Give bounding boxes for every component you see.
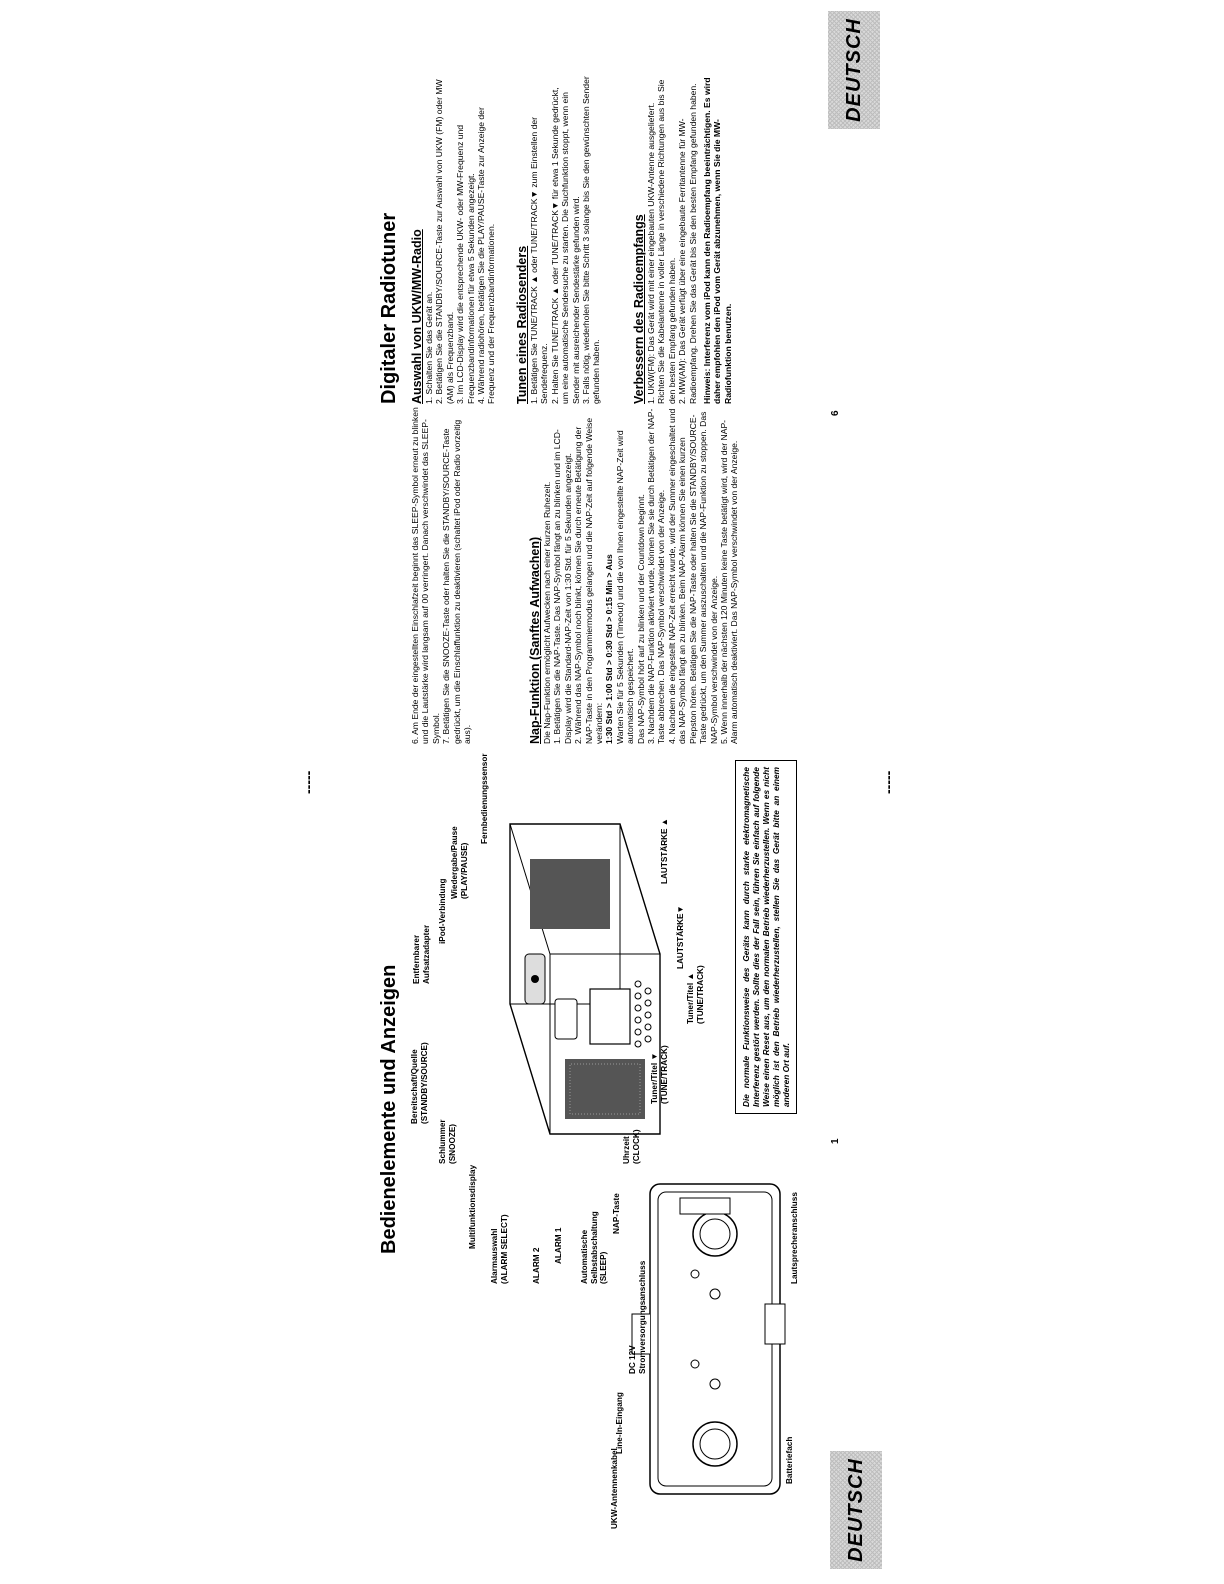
label-tune-up: Tuner/Titel ▲ (TUNE/TRACK) <box>686 965 705 1024</box>
sleep-section <box>410 404 472 744</box>
nap-item: 4. Nachdem die eingestellt NAP-Zeit erreicht wurde, wird der Summer eingeschaltet und das NAP-Symbol fängt an zu blinken. Beim NAP-Alarm können Sie einen kurzen Piepston hören. Betätigen Sie die NAP-Taste oder halten Sie die STANDBY/SOURCE-Taste gedrückt, um den Summer auszuschalten und die NAP-Funktion zu stoppen. Das NAP-Symbol verschwindet von der Anzeige. <box>666 408 719 744</box>
section-tab-label: DEUTSCH <box>844 1458 867 1562</box>
label-vol-down: LAUTSTÄRKE▼ <box>676 905 685 969</box>
tune-section <box>515 74 602 404</box>
section-tab-left <box>830 1451 882 1569</box>
tune-item: 2. Halten Sie TUNE/TRACK ▲ oder TUNE/TRACK▼ für etwa 1 Sekunde gedrückt, um eine automatische Sendersuche zu starten. Die Suchfunktion stoppt, wenn ein Sender mit ausreichender Sendestärke gefunden wird. <box>549 87 581 404</box>
label-tune-down: Tuner/Titel ▼ (TUNE/TRACK) <box>650 1045 669 1104</box>
ukw-item: 3. Im LCD-Display wird die entsprechende UKW- oder MW-Frequenz und Frequenzbandinformationen für etwa 5 Sekunden angezeigt. <box>455 124 476 404</box>
label-speaker: Lautsprecheranschluss <box>790 1192 799 1284</box>
ukw-heading: Auswahl von UKW/MW-Radio <box>410 229 424 404</box>
nap-item: 1:30 Std > 1:00 Std > 0:30 Std > 0:15 Min > Aus <box>604 554 615 744</box>
nap-item: Das NAP-Symbol hört auf zu blinken und der Countdown beginnt. <box>635 494 646 744</box>
separator-left: ----- <box>300 770 316 794</box>
tune-item: 1. Betätigen Sie TUNE/TRACK ▲ oder TUNE/TRACK▼ zum Einstellen der Sendefrequenz. <box>529 116 550 404</box>
speaker-grille-right <box>530 859 610 929</box>
label-sleep: Automatische Selbstabschaltung (SLEEP) <box>580 1211 608 1284</box>
improve-heading: Verbessern des Radioempfangs <box>632 214 646 404</box>
label-dc: DC 12V Stromversorgungsanschluss <box>628 1260 647 1374</box>
page-title-right: Digitaler Radiotuner <box>378 212 400 404</box>
nap-section <box>528 404 740 744</box>
page-number-right: 6 <box>830 410 841 416</box>
nap-item: 5. Wenn innerhalb der nächsten 120 Minuten keine Taste betätigt wird, wird der NAP-Alarm automatisch deaktiviert. Das NAP-Symbol verschwindet von der Anzeige. <box>718 419 740 744</box>
label-vol-up: LAUTSTÄRKE ▲ <box>660 818 669 884</box>
label-ipod: iPod-Verbindung <box>438 878 447 944</box>
label-standby: Bereitschaft/Quelle (STANDBY/SOURCE) <box>410 1042 429 1124</box>
nap-item: 1. Betätigen Sie die NAP-Taste. Das NAP-Symbol fängt an zu blinken und im LCD-Display wird die Standard-NAP-Zeit von 1:30 Std. für 5 Sekunden angezeigt. <box>552 429 573 744</box>
label-alarm2: ALARM 2 <box>532 1247 541 1284</box>
nap-item: 3. Nachdem die NAP-Funktion aktiviert wurde, können Sie sie durch Betätigen der NAP-Taste abbrechen. Das NAP-Symbol verschwindet von der Anzeige. <box>646 408 667 744</box>
page-title-left: Bedienelemente und Anzeigen <box>378 964 400 1254</box>
nap-item: Warten Sie für 5 Sekunden (Timeout) und die von Ihnen eingestellte NAP-Zeit wird automatisch gespeichert. <box>614 430 636 744</box>
reception-hint: Hinweis: Interferenz vom iPod kann den Radioempfang beeinträchtigen. Es wird daher empfohlen den iPod vom Gerät abzunehmen, wenn Sie die MW-Radiofunktion benutzen. <box>702 77 733 404</box>
improve-item: 2. MW(AM): Das Gerät verfügt über eine eingebaute Ferritantenne für MW-Radioempfang. Drehen Sie das Gerät bis Sie den besten Empfang gefunden haben. <box>677 83 698 404</box>
ukw-item: 4. Während radiohören, betätigen Sie die PLAY/PAUSE-Taste zur Anzeige der Frequenz und der Frequenzbandinformationen. <box>476 107 497 404</box>
label-battery: Batteriefach <box>785 1436 794 1484</box>
section-tab-right <box>828 11 880 129</box>
device-illustration <box>470 794 680 1154</box>
label-display: Multifunktionsdisplay <box>468 1164 477 1249</box>
back-panel-illustration <box>620 1154 800 1524</box>
sleep-item: 7. Betätigen Sie die SNOOZE-Taste oder halten Sie die STANDBY/SOURCE-Taste gedrückt, um die Einschlaffunktion zu deaktivieren (schaltet iPod oder Radio vorzeitig aus). <box>441 419 473 744</box>
section-tab-label: DEUTSCH <box>842 18 865 122</box>
label-snooze: Schlummer (SNOOZE) <box>438 1119 457 1164</box>
label-alarm-select: Alarmauswahl (ALARM SELECT) <box>490 1214 509 1284</box>
label-nap: NAP-Taste <box>612 1193 621 1234</box>
nap-item: 2. Während das NAP-Symbol noch blinkt, können Sie durch erneute Betätigung der NAP-Taste in den Programmiermodus gelangen und die NAP-Zeit auf folgende Weise verändern: <box>573 417 605 744</box>
nap-heading: Nap-Funktion (Sanftes Aufwachen) <box>528 536 542 744</box>
lcd-display <box>590 989 630 1044</box>
label-clock: Uhrzeit (CLOCK) <box>622 1129 641 1164</box>
tune-heading: Tunen eines Radiosenders <box>515 245 529 404</box>
improve-item: 1. UKW(FM): Das Gerät wird mit einer eingebauten UKW-Antenne ausgeliefert. Richten Sie die Kabelantenne in voller Länge in verschiedene Richtungen aus bis Sie den besten Empfang gefunden haben. <box>646 79 677 404</box>
improve-section <box>632 74 733 404</box>
label-adapter: Entfernbarer Aufsatzadapter <box>412 924 431 984</box>
page-number-left: 1 <box>830 1138 841 1144</box>
ukw-item: 1. Schalten Sie das Gerät an. <box>424 291 434 404</box>
sleep-item: 6. Am Ende der eingestellten Einschlafzeit beginnt das SLEEP-Symbol erneut zu blinken und die Lautstärke wird langsam auf 00 verringert. Danach verschwindet das SLEEP-Symbol. <box>410 407 441 744</box>
label-play: Wiedergabe/Pause (PLAY/PAUSE) <box>450 826 469 899</box>
speaker-grille-left <box>565 1059 645 1119</box>
label-alarm1: ALARM 1 <box>554 1227 563 1264</box>
label-antenna: UKW-Antennenkabel <box>610 1448 619 1529</box>
interference-note: Die normale Funktionsweise des Geräts kann durch starke elektromagnetische Interferenz gestört werden. Sollte dies der Fall sein, führen Sie einfach auf folgende Weise einen Reset aus, um den normalen Betrieb wiederherzustellen. Wenn es nicht möglich ist den Betrieb wiederherzustellen, stellen Sie das Gerät bitte an einem anderen Ort auf. <box>735 760 797 1114</box>
ukw-section <box>410 74 497 404</box>
nap-intro: Die Nap-Funktion ermöglicht Aufwecken nach einer kurzen Ruhezeit. <box>542 481 552 744</box>
tune-item: 3. Falls nötig, wiederholen Sie bitte Schritt 3 solange bis Sie den gewünschten Sender gefunden haben. <box>581 76 602 404</box>
label-line-in: Line-In-Eingang <box>615 1392 624 1454</box>
ukw-item: 2. Betätigen Sie die STANDBY/SOURCE-Taste zur Auswahl von UKW (FM) oder MW (AM) als Frequenzband. <box>434 79 455 404</box>
separator-right: ----- <box>880 770 896 794</box>
label-remote: Fernbedienungssensor <box>480 753 489 844</box>
